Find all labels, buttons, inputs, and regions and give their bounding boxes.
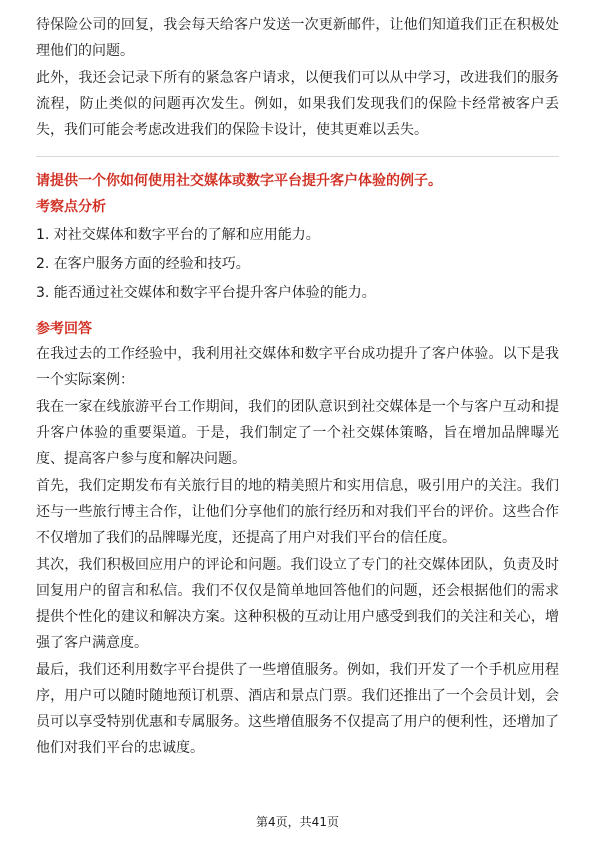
answer-paragraph-5: 最后，我们还利用数字平台提供了一些增值服务。例如，我们开发了一个手机应用程序，用户可以随时随地预订机票、酒店和景点门票。我们还推出了一个会员计划，会员可以享受特别优惠和专属服务。这些增值服务不仅提高了用户的便利性，还增加了他们对我们平台的忠诚度。: [36, 662, 559, 756]
answer-paragraph-1: 在我过去的工作经验中，我利用社交媒体和数字平台成功提升了客户体验。以下是我一个实际案例：: [36, 346, 559, 388]
analysis-heading: 考察点分析: [36, 199, 106, 215]
analysis-point-3: 3. 能否通过社交媒体和数字平台提升客户体验的能力。: [36, 285, 376, 301]
answer-paragraph-4: 其次，我们积极回应用户的评论和问题。我们设立了专门的社交媒体团队，负责及时回复用户的留言和私信。我们不仅仅是简单地回答他们的问题，还会根据他们的需求提供个性化的建议和解决方案。这种积极的互动让用户感受到我们的关注和关心，增强了客户满意度。: [36, 557, 559, 651]
intro-paragraph-2: 此外，我还会记录下所有的紧急客户请求，以便我们可以从中学习，改进我们的服务流程，防止类似的问题再次发生。例如，如果我们发现我们的保险卡经常被客户丢失，我们可能会考虑改进我们的保险卡设计，使其更难以丢失。: [36, 70, 559, 138]
analysis-point-1: 1. 对社交媒体和数字平台的了解和应用能力。: [36, 227, 320, 243]
intro-paragraph-1: 待保险公司的回复，我会每天给客户发送一次更新邮件，让他们知道我们正在积极处理他们的问题。: [36, 17, 559, 59]
page-number: 第4页，共41页: [256, 815, 339, 829]
section-divider: [36, 156, 559, 157]
question-title: 请提供一个你如何使用社交媒体或数字平台提升客户体验的例子。: [36, 173, 442, 189]
answer-heading: 参考回答: [36, 321, 92, 337]
answer-paragraph-2: 我在一家在线旅游平台工作期间，我们的团队意识到社交媒体是一个与客户互动和提升客户体验的重要渠道。于是，我们制定了一个社交媒体策略，旨在增加品牌曝光度、提高客户参与度和解决问题。: [36, 399, 559, 467]
answer-paragraph-3: 首先，我们定期发布有关旅行目的地的精美照片和实用信息，吸引用户的关注。我们还与一些旅行博主合作，让他们分享他们的旅行经历和对我们平台的评价。这些合作不仅增加了我们的品牌曝光度，还提高了用户对我们平台的信任度。: [36, 478, 559, 546]
analysis-point-2: 2. 在客户服务方面的经验和技巧。: [36, 256, 250, 272]
